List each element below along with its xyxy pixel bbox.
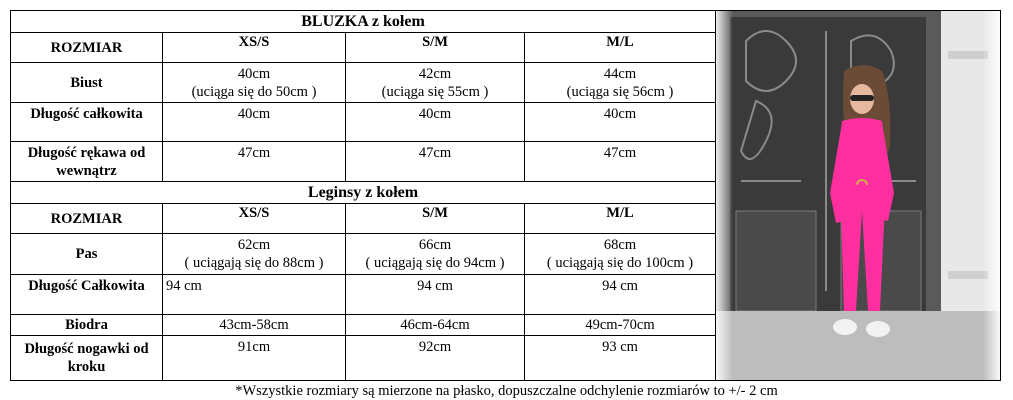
row-label: Długość rękawa od wewnątrz: [11, 142, 163, 182]
bluzka-size-m-l: M/L: [525, 33, 716, 63]
table-cell: 43cm-58cm: [163, 315, 346, 336]
bluzka-header-row: [11, 33, 716, 63]
table-cell: [346, 234, 525, 275]
row-label: Biust: [11, 63, 163, 103]
table-row: [11, 275, 716, 315]
cell-value: 66cm: [418, 237, 452, 253]
size-chart-table: [10, 10, 716, 381]
table-cell: [163, 234, 346, 275]
leginsy-title-row: [11, 182, 716, 204]
bluzka-title-row: [11, 11, 716, 33]
table-cell: [525, 63, 716, 103]
row-label: Długość Całkowita: [11, 275, 163, 315]
table-cell: 40cm: [346, 103, 525, 142]
cell-value: 42cm: [418, 66, 452, 82]
leginsy-size-m-l: M/L: [525, 204, 716, 234]
table-row: [11, 103, 716, 142]
table-row: [11, 142, 716, 182]
table-cell: 94 cm: [346, 275, 525, 315]
bluzka-header-label: ROZMIAR: [11, 33, 163, 63]
cell-value: 68cm: [603, 237, 637, 253]
table-cell: 47cm: [346, 142, 525, 182]
footnote: *Wszystkie rozmiary są mierzone na płasko, dopuszczalne odchylenie rozmiarów to +/- 2 cm: [235, 383, 778, 399]
product-photo: [715, 10, 1001, 381]
leginsy-size-xs-s: XS/S: [163, 204, 346, 234]
cell-note: (uciąga się 55cm ): [381, 84, 489, 100]
table-cell: 47cm: [525, 142, 716, 182]
cell-note: ( uciągają się do 94cm ): [365, 255, 505, 271]
table-cell: 47cm: [163, 142, 346, 182]
bluzka-size-xs-s: XS/S: [163, 33, 346, 63]
cell-note: (uciąga się do 50cm ): [191, 84, 317, 100]
leginsy-header-row: [11, 204, 716, 234]
bluzka-section-title: BLUZKA z kołem: [11, 11, 716, 33]
table-cell: 46cm-64cm: [346, 315, 525, 336]
table-cell: [346, 63, 525, 103]
bluzka-size-s-m: S/M: [346, 33, 525, 63]
row-label: Długość nogawki od kroku: [11, 336, 163, 381]
leginsy-header-label: ROZMIAR: [11, 204, 163, 234]
cell-note: ( uciągają się do 100cm ): [546, 255, 694, 271]
cell-value: 40cm: [237, 66, 271, 82]
table-cell: 91cm: [163, 336, 346, 381]
table-row: [11, 315, 716, 336]
cell-value: 44cm: [603, 66, 637, 82]
table-cell: 94 cm: [163, 275, 346, 315]
row-label: Pas: [11, 234, 163, 275]
table-cell: [163, 63, 346, 103]
table-row: [11, 63, 716, 103]
cell-value: 62cm: [237, 237, 271, 253]
row-label: Biodra: [11, 315, 163, 336]
row-label: Długość całkowita: [11, 103, 163, 142]
table-cell: 40cm: [163, 103, 346, 142]
table-cell: 94 cm: [525, 275, 716, 315]
leginsy-size-s-m: S/M: [346, 204, 525, 234]
table-row: [11, 336, 716, 381]
table-cell: 49cm-70cm: [525, 315, 716, 336]
cell-note: (uciąga się 56cm ): [566, 84, 674, 100]
table-cell: 93 cm: [525, 336, 716, 381]
leginsy-section-title: Leginsy z kołem: [11, 182, 716, 204]
cell-note: ( uciągają się do 88cm ): [184, 255, 324, 271]
table-cell: [525, 234, 716, 275]
table-cell: 92cm: [346, 336, 525, 381]
table-cell: 40cm: [525, 103, 716, 142]
model-photo-illustration: [716, 11, 1000, 380]
table-row: [11, 234, 716, 275]
